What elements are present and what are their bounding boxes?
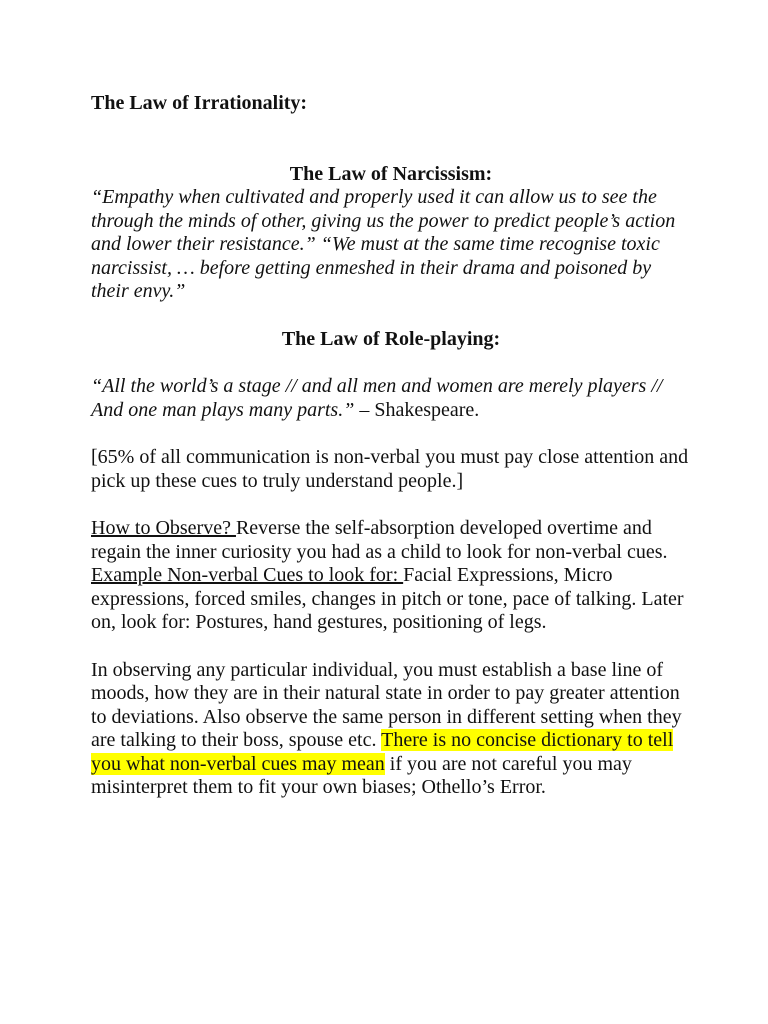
document-content [91, 92, 691, 800]
heading-law-of-irrationality: The Law of Irrationality: [91, 92, 308, 114]
shakespeare-quote: “All the world’s a stage // and all men and women are merely players // And one man plays many parts.” [91, 375, 663, 421]
shakespeare-paragraph [91, 375, 691, 422]
narcissism-quote: “Empathy when cultivated and properly used it can allow us to see the through the minds of other, giving us the power to predict people’s action and lower their resistance.” “We must at the same time recognise toxic narcissist, … before getting enmeshed in their drama and poisoned by their envy.” [91, 186, 676, 302]
cues-text: Facial Expressions, Micro expressions, forced smiles, changes in pitch or tone, pace of talking. Later on, look for: Postures, hand gestures, positioning of legs. [91, 564, 684, 633]
observe-text: Reverse the self-absorption developed overtime and regain the inner curiosity you had as a child to look for non-verbal cues. [91, 517, 668, 563]
cues-heading: Example Non-verbal Cues to look for: [91, 564, 404, 586]
observe-heading: How to Observe? [91, 517, 236, 539]
baseline-paragraph [91, 659, 691, 800]
communication-note: [65% of all communication is non-verbal you must pay close attention and pick up these cues to truly understand people.] [91, 446, 689, 492]
heading-law-of-role-playing: The Law of Role-playing: [281, 327, 501, 350]
heading-law-of-narcissism: The Law of Narcissism: [289, 162, 493, 185]
highlighted-text: There is no concise dictionary to tell you what non-verbal cues may mean [91, 729, 674, 775]
closing-text: if you are not careful you may misinterpret them to fit your own biases; Othello’s Error. [91, 752, 632, 798]
observe-paragraph [91, 517, 691, 635]
shakespeare-attribution: – Shakespeare. [354, 398, 480, 421]
baseline-text: In observing any particular individual, you must establish a base line of moods, how they are in their natural state in order to pay greater attention to deviations. Also observe the same person in different setting when they are talking to their boss, spouse etc. [91, 658, 682, 751]
